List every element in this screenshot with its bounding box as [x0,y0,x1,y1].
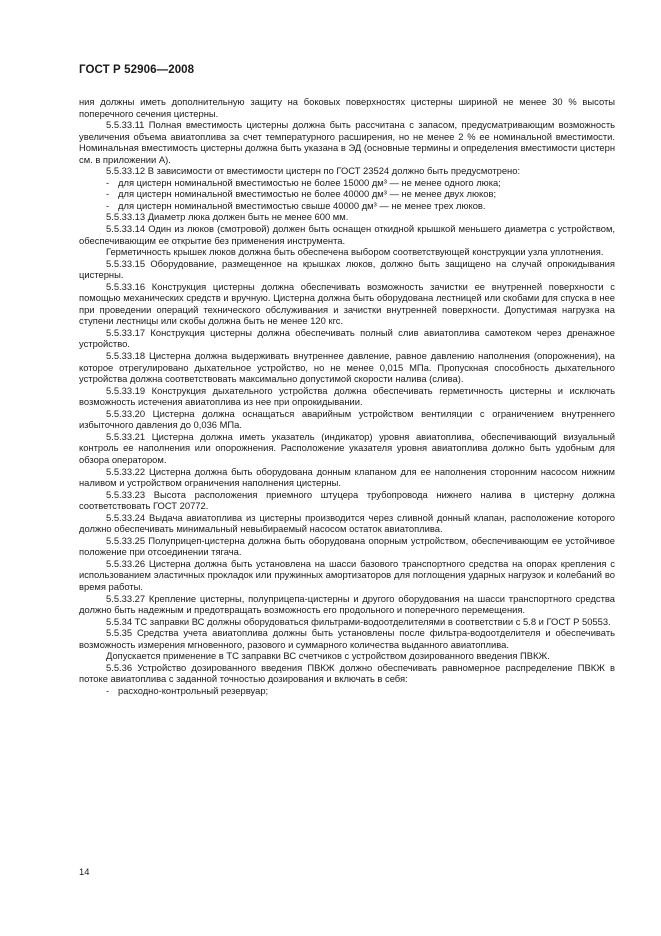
list-dash: - [106,199,110,211]
paragraph: 5.5.33.19 Конструкция дыхательного устройства должна обеспечивать герметичность цистерны и исключать возможность истечения авиатоплива из нее при опрокидывании. [79,384,615,408]
list-dash: - [106,188,110,200]
paragraph: 5.5.36 Устройство дозированного введения ПВКЖ должно обеспечивать равномерное распределение ПВКЖ в потоке авиатоплива с заданной точностью дозирования и включать в себя: [79,661,615,685]
paragraph: Допускается применение в ТС заправки ВС счетчиков с устройством дозированного введения ПВКЖ. [106,650,550,662]
list-item [79,188,615,200]
paragraph: 5.5.33.20 Цистерна должна оснащаться аварийным устройством вентиляции с ограничением внутреннего избыточного давления до 0,036 МПа. [79,407,615,431]
list-item [79,200,615,212]
paragraph: 5.5.33.15 Оборудование, размещенное на крышках люков, должно быть защищено на случай опрокидывания цистерны. [79,257,615,281]
page-number: 14 [79,866,90,877]
paragraph: 5.5.33.24 Выдача авиатоплива из цистерны производится через сливной донный клапан, расположение которого должно обеспечивать минимальный невыбираемый насосом остаток авиатоплива. [79,511,615,535]
paragraph: 5.5.33.14 Один из люков (смотровой) должен быть оснащен откидной крышкой меньшего диаметра с устройством, обеспечивающим ее открытие без применения инструмента. [79,223,615,246]
paragraph: 5.5.33.26 Цистерна должна быть установлена на шасси базового транспортного средства на опорах крепления с использованием эластичных прокладок или пружинных амортизаторов для поглощения ударных нагрузок и колебаний во время работы. [79,557,615,592]
document-header: ГОСТ Р 52906—2008 [79,64,195,76]
paragraph: 5.5.35 Средства учета авиатоплива должны быть установлены после фильтра-водоотделителя и обеспечивать возможность измерения мгновенного, разового и суммарного количества выданного авиатоплива. [79,627,615,650]
list-item-text: расходно-контрольный резервуар; [118,684,269,696]
list-item [79,177,615,189]
paragraph: 5.5.33.12 В зависимости от вместимости цистерн по ГОСТ 23524 должно быть предусмотрено: [106,165,521,177]
paragraph: 5.5.33.17 Конструкция цистерны должна обеспечивать полный слив авиатоплива самотеком через дренажное устройство. [79,326,615,350]
list-dash: - [106,176,110,188]
paragraph: 5.5.33.25 Полуприцеп-цистерна должна быть оборудована опорным устройством, обеспечивающим ее устойчивое положение при отсоединении тягача. [79,534,615,558]
document-body [79,96,615,696]
paragraph: 5.5.33.11 Полная вместимость цистерны должна быть рассчитана с запасом, предусматривающим возможность увеличения объема авиатоплива за счет температурного расширения, но не менее 2 % ее номинальной вместимости. Номинальная вместимость цистерны должна быть указана в ЭД (основные термины и определения вместимости цистерн см. в приложении А). [79,119,615,165]
paragraph: 5.5.33.23 Высота расположения приемного штуцера трубопровода нижнего налива в цистерну должна соответствовать ГОСТ 20772. [79,488,615,512]
paragraph: 5.5.33.22 Цистерна должна быть оборудована донным клапаном для ее наполнения сторонним насосом нижним наливом и устройством ограничения наполнения цистерны. [79,465,615,489]
list-item [79,685,615,697]
paragraph: 5.5.33.18 Цистерна должна выдерживать внутреннее давление, равное давлению наполнения (опорожнения), на которое отрегулировано дыхательное устройство, но не менее 0,015 МПа. Пропускная способность дыхательного устройства должна соответствовать максимально допустимой скорости налива (слива). [79,350,615,385]
paragraph: Герметичность крышек люков должна быть обеспечена выбором соответствующей конструкции узла уплотнения. [106,246,604,258]
list-dash: - [106,684,110,696]
paragraph: 5.5.33.27 Крепление цистерны, полуприцепа-цистерны и другого оборудования на шасси транспортного средства должно быть надежным и предотвращать возможность его продольного и поперечного перемещения. [79,592,615,616]
paragraph: 5.5.33.13 Диаметр люка должен быть не менее 600 мм. [106,211,349,223]
paragraph: 5.5.33.16 Конструкция цистерны должна обеспечивать возможность зачистки ее внутренней поверхности с помощью механических средств и вручную. Цистерна должна быть оборудована лестницей или скобами для спуска в нее при проведении операций технического обслуживания и зачистки внутренней поверхности. Допустимая нагрузка на ступени лестницы или скобы должна быть не менее 120 кгс. [79,280,615,327]
paragraph: 5.5.34 ТС заправки ВС должны оборудоваться фильтрами-водоотделителями в соответствии с 5.8 и ГОСТ Р 50553. [106,615,611,627]
list-item-text: для цистерн номинальной вместимостью свыше 40000 дм³ — не менее трех люков. [118,199,486,211]
list-item-text: для цистерн номинальной вместимостью не более 15000 дм³ — не менее одного люка; [118,176,501,188]
list-item-text: для цистерн номинальной вместимостью не более 40000 дм³ — не менее двух люков; [118,188,497,200]
paragraph: 5.5.33.21 Цистерна должна иметь указатель (индикатор) уровня авиатоплива, обеспечивающий визуальный контроль ее наполнения или опорожнения. Расположение указателя уровня авиатоплива должно быть удобным для обзора оператором. [79,430,615,465]
paragraph: ния должны иметь дополнительную защиту на боковых поверхностях цистерны шириной не менее 30 % высоты поперечного сечения цистерны. [79,96,615,119]
